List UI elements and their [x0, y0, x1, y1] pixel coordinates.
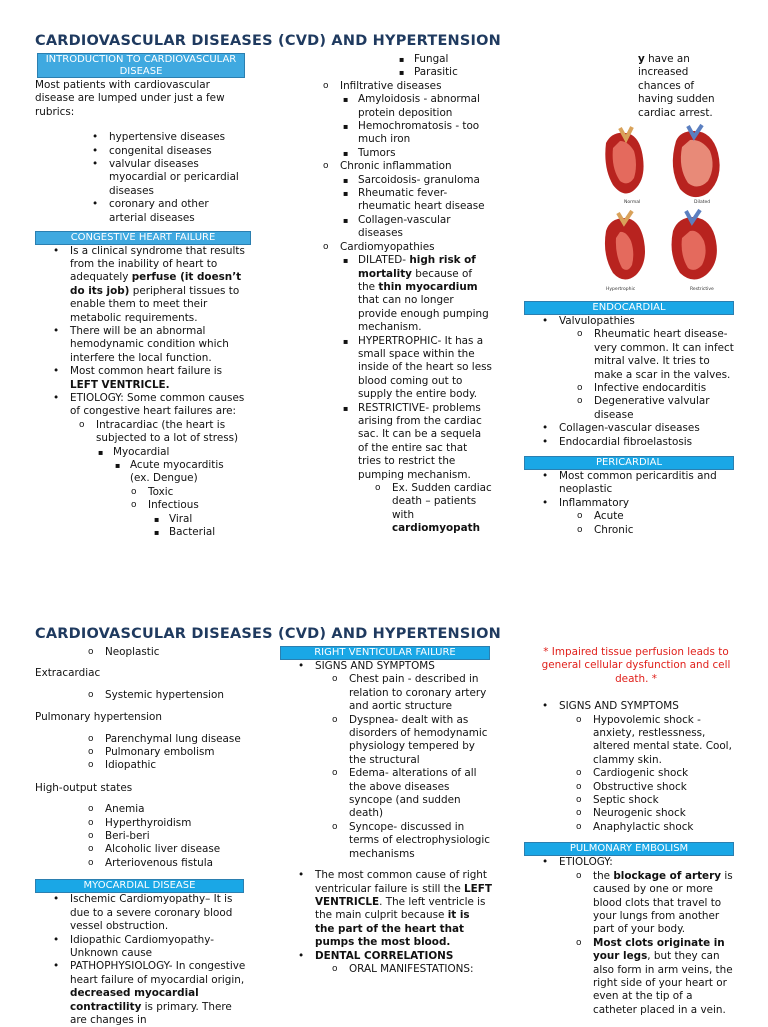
list-item: ▪ Myocardial: [113, 446, 245, 459]
list-item: o Dyspnea- dealt with as disorders of hemodynamic physiology tempered by the structural: [349, 714, 492, 768]
list-item: ▪ Bacterial: [169, 526, 245, 539]
acute-myo-list: [130, 459, 245, 486]
fig-label-restrictive: Restrictive: [690, 287, 714, 292]
chronic-inflam-sub: [358, 174, 492, 241]
list-item: o Obstructive shock: [593, 781, 736, 794]
heart-normal-icon: [605, 127, 643, 193]
shock-sub: [593, 714, 736, 835]
list-item: o Neoplastic: [105, 646, 250, 659]
text: perfuse (it doesn’t do its job): [70, 271, 242, 297]
inflammatory-sub: [594, 510, 734, 537]
chf-list: [70, 245, 245, 419]
list-item: o Degenerative valvular disease: [594, 395, 734, 422]
text: Ex. Sudden cardiac death – patients with: [392, 482, 492, 521]
list-item: o Septic shock: [593, 794, 736, 807]
high-output-list: [105, 803, 250, 870]
myocardial-list: [113, 446, 245, 459]
intro-header: INTRODUCTION TO CARDIOVASCULAR DISEASE: [37, 53, 245, 78]
list-item: o Cardiogenic shock: [593, 767, 736, 780]
list-item: o Toxic: [148, 486, 245, 499]
etiology-list: [96, 419, 245, 446]
text: high risk of mortality: [358, 254, 476, 280]
text: is caused by one or more blood clots that travel to your lungs from another part of your body.: [593, 869, 733, 936]
list-item: o Intracardiac (the heart is subjected to a lot of stress): [96, 419, 245, 446]
list-item: ▪ Parasitic: [414, 66, 492, 79]
extracardiac-label: Extracardiac: [35, 667, 101, 680]
text: it is the part of the heart that pumps the most blood.: [315, 909, 470, 949]
list-item: ▪ Amyloidosis - abnormal protein deposition: [358, 93, 492, 120]
fig-label-normal: Normal: [624, 200, 641, 205]
continued-text: [638, 53, 728, 120]
list-item: o Hypovolemic shock - anxiety, restlessness, altered mental state. Cool, clammy skin.: [593, 714, 736, 768]
neoplastic-list: [105, 646, 250, 659]
text: peripheral tissues to enable them to meet their metabolic requirements.: [70, 284, 240, 324]
page1-column-3-lower: [524, 301, 734, 537]
myocardial-disease-header: MYOCARDIAL DISEASE: [35, 879, 244, 893]
list-item: • hypertensive diseases: [109, 131, 245, 144]
list-item: • Endocardial fibroelastosis: [559, 436, 734, 449]
list-item: [70, 245, 245, 325]
rvf-list-2: [315, 869, 492, 963]
text: cardiomyopath: [392, 522, 480, 535]
list-item: o Idiopathic: [105, 759, 250, 772]
page2-column-2: [280, 646, 492, 976]
page1-column-3: [524, 53, 736, 120]
list-item: ▪ Tumors: [358, 147, 492, 160]
list-item: ▪ HYPERTROPHIC- It has a small space within the inside of the heart so less blood coming out to supply the entire body.: [358, 335, 492, 402]
pericardial-header: PERICARDIAL: [524, 456, 734, 470]
list-item: o Anemia: [105, 803, 250, 816]
list-item: [593, 870, 736, 937]
text: is primary. There are changes in: [70, 1000, 232, 1026]
rvf-list: [315, 660, 492, 673]
list-item: ▪ Sarcoidosis- granuloma: [358, 174, 492, 187]
list-item: o Chronic: [594, 524, 734, 537]
list-item: • ETIOLOGY:: [559, 856, 736, 869]
red-note: * Impaired tissue perfusion leads to general cellular dysfunction and cell death. *: [541, 646, 731, 685]
list-item: o Infectious: [148, 499, 245, 512]
list-item: o Systemic hypertension: [105, 689, 250, 702]
chf-header: CONGESTIVE HEART FAILURE: [35, 231, 251, 245]
list-item: o Anaphylactic shock: [593, 821, 736, 834]
list-item: • Collagen-vascular diseases: [559, 422, 734, 435]
text: . The left ventricle is the main culprit because: [315, 895, 486, 922]
high-output-label: High-output states: [35, 781, 133, 794]
intro-text: Most patients with cardiovascular disease are lumped under just a few rubrics:: [35, 79, 225, 118]
text: y: [638, 53, 645, 65]
text: LEFT VENTRICLE.: [70, 378, 170, 391]
text: The most common cause of right ventricular failure is still the: [315, 869, 487, 895]
myocardial-disease-list: [70, 893, 250, 1027]
list-item: o Chest pain - described in relation to coronary artery and aortic structure: [349, 673, 492, 713]
page2-column-1: [35, 646, 250, 1027]
heart-hypertrophic-icon: [605, 211, 645, 280]
heart-illustration: [598, 123, 733, 293]
list-item: o Cardiomyopathies: [340, 241, 492, 254]
rubrics-list: [109, 131, 245, 225]
infiltrative-sub: [358, 93, 492, 160]
text: decreased myocardial contractility: [70, 987, 199, 1013]
page1-column-1: [35, 53, 245, 540]
text: Most common heart failure is: [70, 365, 223, 378]
fig-label-dilated: Dilated: [694, 200, 711, 205]
list-item: • Inflammatory: [559, 497, 734, 510]
list-item: o Acute: [594, 510, 734, 523]
list-item: o Chronic inflammation: [340, 160, 492, 173]
list-item: ▪ Viral: [169, 513, 245, 526]
text: that can no longer provide enough pumping mechanism.: [358, 294, 489, 334]
endocardial-list: [559, 315, 734, 328]
chronic-inflam-list: [340, 160, 492, 173]
list-item: o Edema- alterations of all the above diseases syncope (and sudden death): [349, 767, 492, 821]
endocardial-header: ENDOCARDIAL: [524, 301, 734, 315]
pe-list: [559, 856, 736, 869]
list-item: o Syncope- discussed in terms of electrophysiologic mechanisms: [349, 821, 492, 861]
list-item: • There will be an abnormal hemodynamic condition which interfere the local function.: [70, 325, 245, 365]
page1-column-2: [280, 53, 492, 536]
list-item: o Infective endocarditis: [594, 382, 734, 395]
list-item: o ORAL MANIFESTATIONS:: [349, 963, 492, 976]
fig-label-hypertrophic: Hypertrophic: [606, 287, 636, 292]
list-item: • ETIOLOGY: Some common causes of congestive heart failures are:: [70, 392, 245, 419]
list-item: o Neurogenic shock: [593, 807, 736, 820]
list-item: [392, 482, 492, 536]
list-item: • coronary and other arterial diseases: [109, 198, 245, 225]
text: thin myocardium: [378, 280, 478, 293]
rvf-signs-sub: [349, 673, 492, 861]
list-item: o Pulmonary embolism: [105, 746, 250, 759]
list-item: ▪ Rheumatic fever- rheumatic heart disease: [358, 187, 492, 214]
list-item: [315, 869, 492, 949]
list-item: • SIGNS AND SYMPTOMS: [559, 700, 736, 713]
list-item: o Parenchymal lung disease: [105, 733, 250, 746]
pulmonary-htn-label: Pulmonary hypertension: [35, 711, 163, 724]
pulmonary-htn-list: [105, 733, 250, 773]
infiltrative-list: [340, 80, 492, 93]
list-item: • valvular diseases myocardial or pericardial diseases: [109, 158, 245, 198]
infectious-cont-list: [414, 53, 492, 80]
list-item: o Infiltrative diseases: [340, 80, 492, 93]
list-item: [70, 960, 250, 1027]
list-item: • Ischemic Cardiomyopathy– It is due to a severe coronary blood vessel obstruction.: [70, 893, 250, 933]
list-item: ▪ Collagen-vascular diseases: [358, 214, 492, 241]
list-item: o Beri-beri: [105, 830, 250, 843]
list-item: • Valvulopathies: [559, 315, 734, 328]
text: PATHOPHYSIOLOGY- In congestive heart failure of myocardial origin,: [70, 960, 246, 986]
list-item: • SIGNS AND SYMPTOMS: [315, 660, 492, 673]
list-item: o Rheumatic heart disease- very common. It can infect mitral valve. It tries to make a scar in the valves.: [594, 328, 734, 382]
text: DILATED-: [358, 254, 410, 267]
pericardial-list: [559, 470, 734, 510]
list-item: [593, 937, 736, 1017]
rvf-header: RIGHT VENTICULAR FAILURE: [280, 646, 490, 660]
valvulopathies-sub: [594, 328, 734, 422]
list-item: [70, 365, 245, 392]
text: the: [593, 869, 614, 882]
dental-sub: [349, 963, 492, 976]
list-item: [358, 254, 492, 334]
list-item: • congenital diseases: [109, 145, 245, 158]
list-item: [315, 950, 492, 963]
heart-dilated-icon: [673, 125, 720, 197]
list-item: ▪ Hemochromatosis - too much iron: [358, 120, 492, 147]
list-item: • Most common pericarditis and neoplastic: [559, 470, 734, 497]
text: blockage of artery: [613, 869, 722, 882]
cardiomyopathies-list: [340, 241, 492, 254]
list-item: ▪ Acute myocarditis (ex. Dengue): [130, 459, 245, 486]
list-item: ▪ Fungal: [414, 53, 492, 66]
text: DENTAL CORRELATIONS: [315, 949, 454, 962]
cardiomyopathies-sub: [358, 254, 492, 482]
heart-restrictive-icon: [672, 210, 717, 280]
infectious-list: [169, 513, 245, 540]
list-item: o Alcoholic liver disease: [105, 843, 250, 856]
toxic-list: [148, 486, 245, 513]
text: have an increased chances of having sudden cardiac arrest.: [638, 53, 715, 119]
pe-sub: [593, 870, 736, 1017]
text: LEFT VENTRICLE: [315, 882, 492, 908]
text: Is a clinical syndrome that results from the inability of heart to adequately: [70, 244, 245, 284]
text: Most clots originate in your legs: [593, 936, 725, 963]
shock-list: [559, 700, 736, 713]
list-item: o Arteriovenous fistula: [105, 857, 250, 870]
page2-column-3: [536, 646, 736, 1017]
list-item: ▪ RESTRICTIVE- problems arising from the cardiac sac. It can be a sequela of the entire sac that tries to restrict the pumping mechanism.: [358, 402, 492, 482]
page2-title: CARDIOVASCULAR DISEASES (CVD) AND HYPERTENSION: [35, 626, 501, 642]
sudden-death-list: [392, 482, 492, 536]
text: because of the: [358, 267, 473, 293]
pulmonary-embolism-header: PULMONARY EMBOLISM: [524, 842, 734, 856]
endocardial-list-2: [559, 422, 734, 449]
list-item: o Hyperthyroidism: [105, 817, 250, 830]
text: , but they can also form in arm veins, the right side of your heart or even at the tip of a catheter placed in a vein.: [593, 950, 733, 1016]
list-item: • Idiopathic Cardiomyopathy- Unknown cause: [70, 934, 250, 961]
heart-figure: [598, 123, 733, 293]
page1-title: CARDIOVASCULAR DISEASES (CVD) AND HYPERTENSION: [35, 33, 501, 49]
extracardiac-list: [105, 689, 250, 702]
